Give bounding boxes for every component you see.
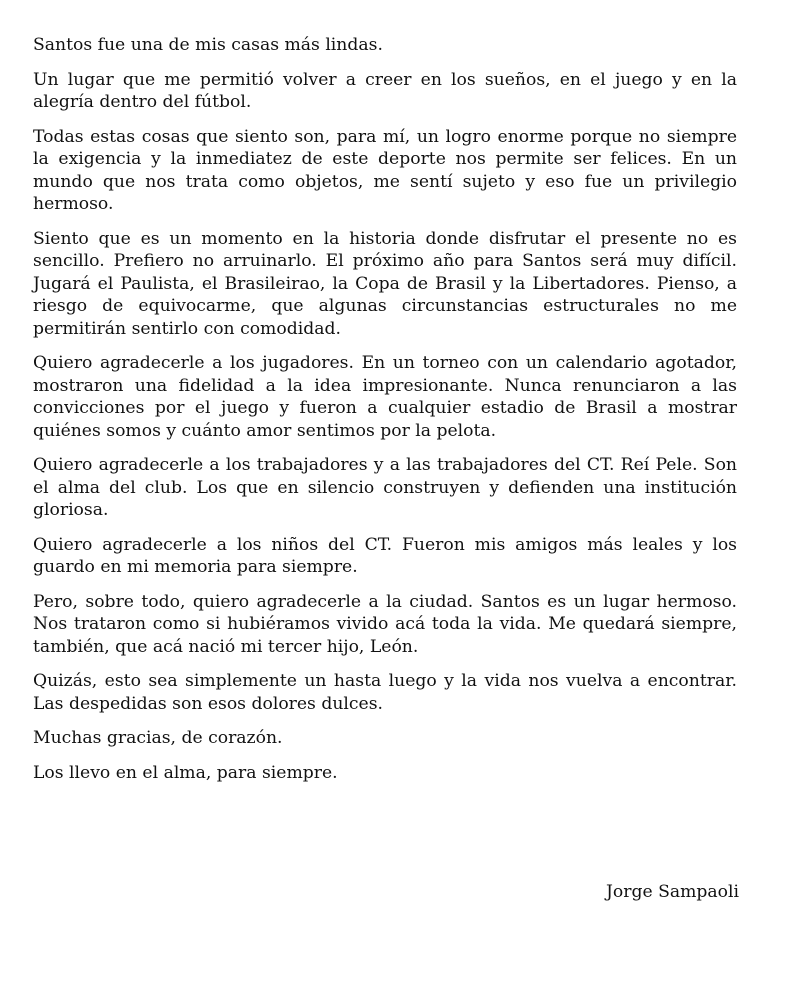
signature: Jorge Sampaoli <box>605 882 739 902</box>
paragraph-thanks-children: Quiero agradecerle a los niños del CT. Fueron mis amigos más leales y los guardo en mi memoria para siempre. <box>33 534 737 577</box>
paragraph-thanks-workers: Quiero agradecerle a los trabajadores y a las trabajadores del CT. Reí Pele. Son el alma del club. Los que en silencio construyen y defienden una institución gloriosa. <box>33 455 737 520</box>
paragraph-closing: Los llevo en el alma, para siempre. <box>33 762 338 783</box>
paragraph-next-year: Siento que es un momento en la historia donde disfrutar el presente no es sencillo. Prefiero no arruinarlo. El próximo año para Santos será muy difícil. Jugará el Paulista, el Brasileirao, la Copa de Brasil y la Libertadores. Pienso, a riesgo de equivocarme, que algunas circunstancias estructurales no me permitirán sentirlo con comodidad. <box>33 228 737 339</box>
paragraph-opening: Santos fue una de mis casas más lindas. <box>33 35 383 55</box>
paragraph-achievement: Todas estas cosas que siento son, para mí, un logro enorme porque no siempre la exigencia y la inmediatez de este deporte nos permite ser felices. En un mundo que nos trata como objetos, me sentí sujeto y eso fue un privilegio hermoso. <box>33 126 737 214</box>
paragraph-thanks-players: Quiero agradecerle a los jugadores. En un torneo con un calendario agotador, mostraron una fidelidad a la idea impresionante. Nunca renunciaron a las convicciones por el juego y fueron a cualquier estadio de Brasil a mostrar quiénes somos y cuánto amor sentimos por la pelota. <box>33 353 737 441</box>
paragraph-dreams: Un lugar que me permitió volver a creer en los sueños, en el juego y en la alegría dentro del fútbol. <box>33 69 737 112</box>
paragraph-thanks-city: Pero, sobre todo, quiero agradecerle a la ciudad. Santos es un lugar hermoso. Nos trataron como si hubiéramos vivido acá toda la vida. Me quedará siempre, también, que acá nació mi tercer hijo, León. <box>33 591 737 657</box>
letter-body <box>33 34 737 784</box>
paragraph-gratitude: Muchas gracias, de corazón. <box>33 728 283 748</box>
paragraph-farewell: Quizás, esto sea simplemente un hasta luego y la vida nos vuelva a encontrar. Las despedidas son esos dolores dulces. <box>33 671 737 714</box>
